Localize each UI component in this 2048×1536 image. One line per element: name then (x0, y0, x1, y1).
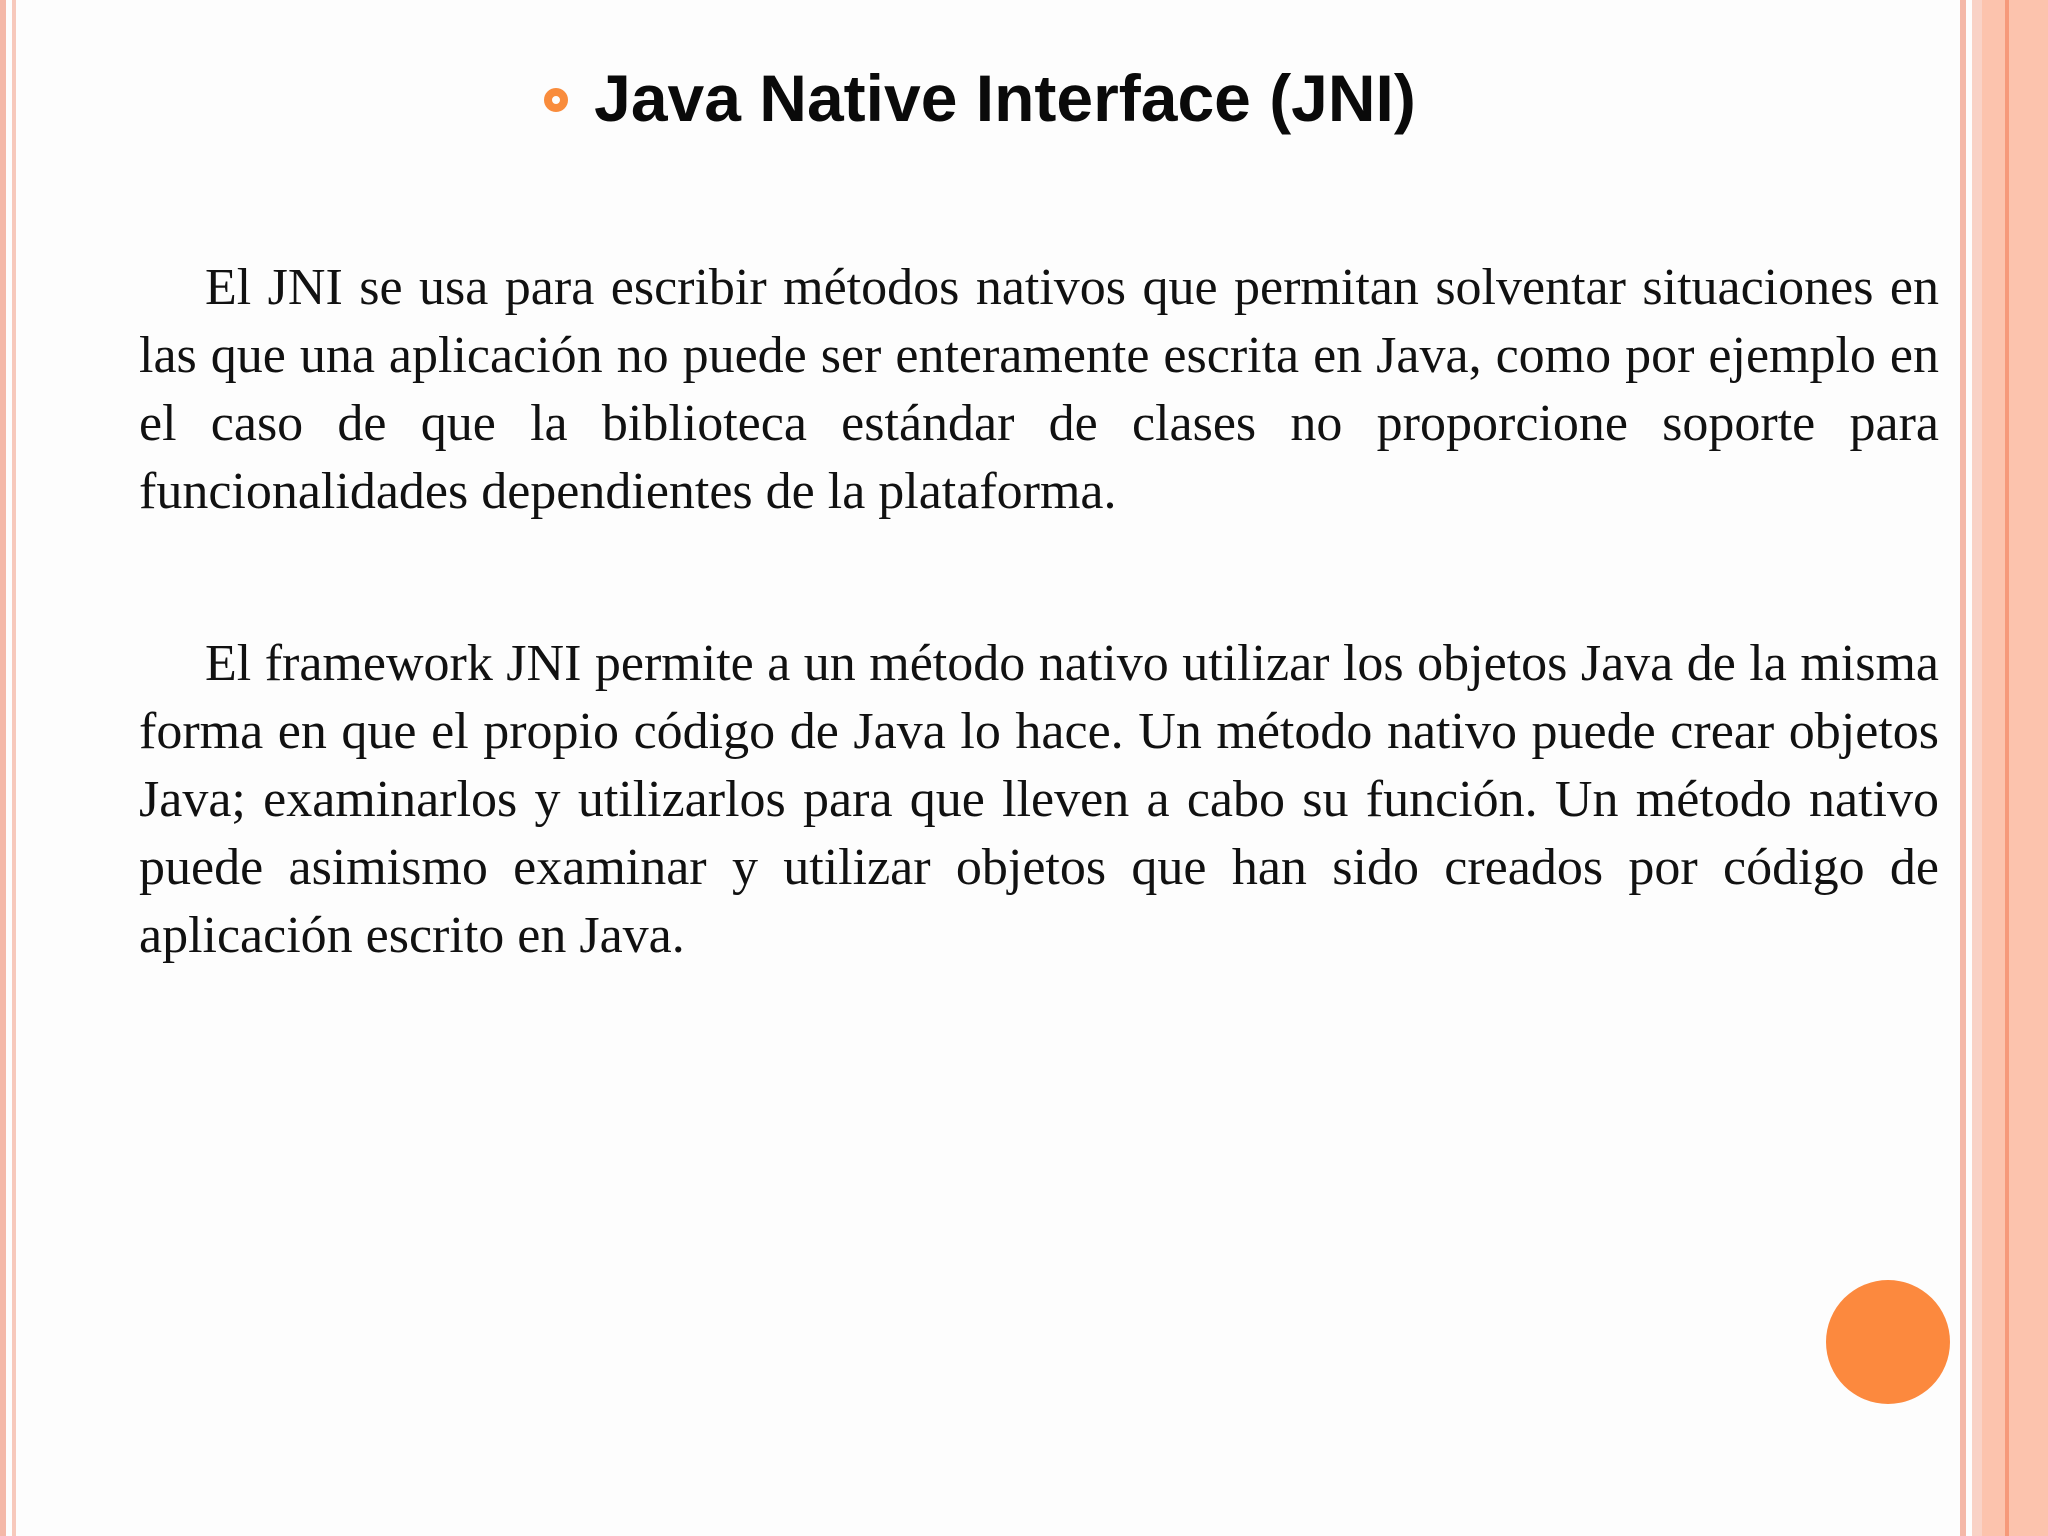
bullet-ring-icon (544, 88, 568, 112)
slide-title: Java Native Interface (JNI) (594, 61, 1416, 135)
right-border-stripe (1960, 0, 1966, 1536)
title-row (0, 58, 1960, 138)
left-border-stripe-inner (12, 0, 16, 1536)
right-border-band (1982, 0, 2048, 1536)
left-border-stripe (0, 0, 6, 1536)
orange-circle-decoration (1826, 1280, 1950, 1404)
right-border-line (2005, 0, 2009, 1536)
paragraph-2: El framework JNI permite a un método nativo utilizar los objetos Java de la misma forma en que el propio código de Java lo hace. Un método nativo puede crear objetos Java; examinarlos y utilizarlos para que lleven a cabo su función. Un método nativo puede asimismo examinar y utilizar objetos que han sido creados por código de aplicación escrito en Java. (139, 635, 1939, 964)
right-border-stripe-light (1972, 0, 1982, 1536)
paragraph-1: El JNI se usa para escribir métodos nativos que permitan solventar situaciones en las que una aplicación no puede ser enteramente escrita en Java, como por ejemplo en el caso de que la biblioteca estándar de clases no proporcione soporte para funcionalidades dependientes de la plataforma. (139, 259, 1939, 520)
